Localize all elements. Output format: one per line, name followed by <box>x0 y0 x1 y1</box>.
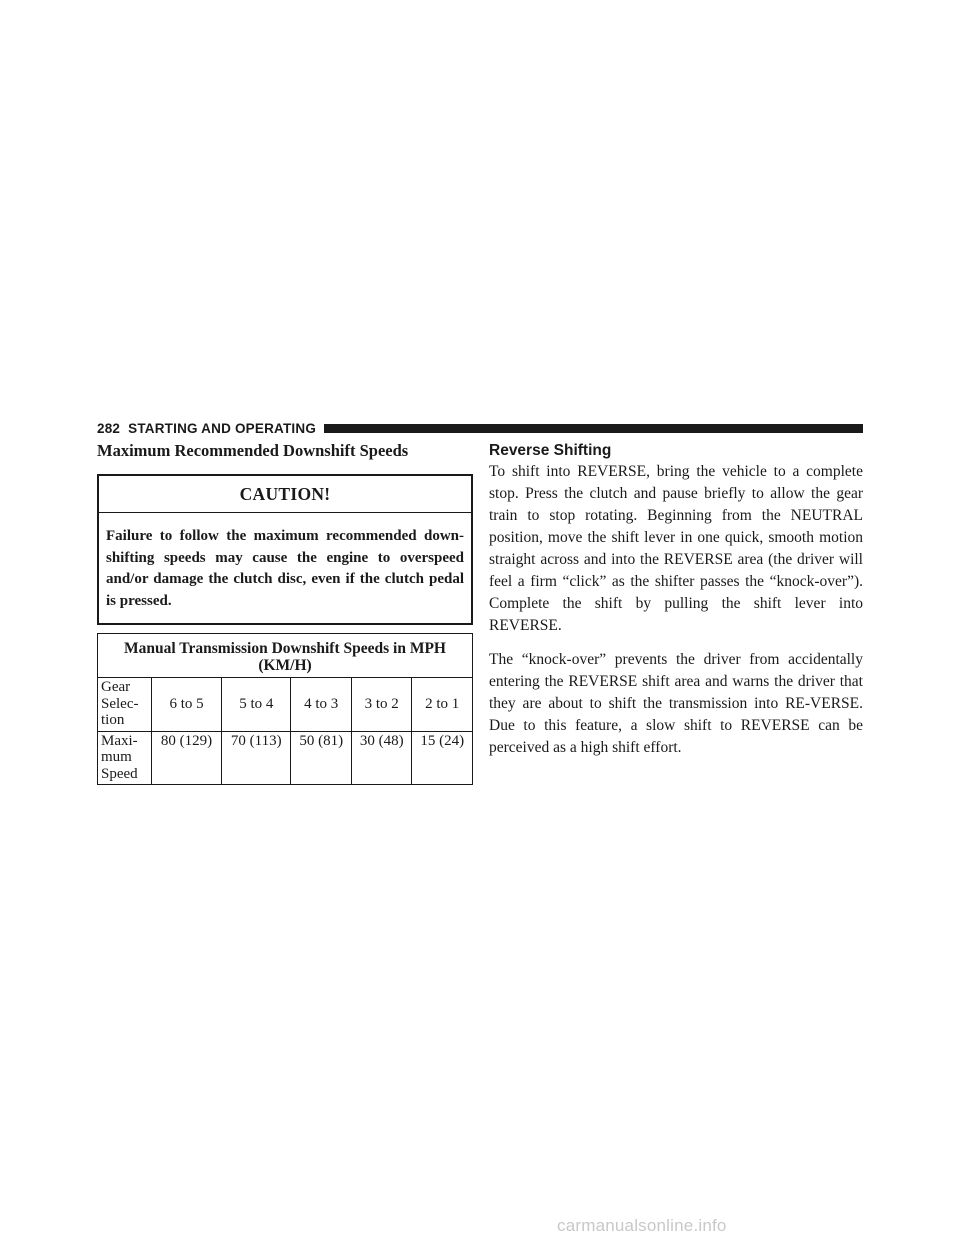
page-header <box>97 418 863 438</box>
table-cell: 6 to 5 <box>152 678 222 732</box>
table-cell: 3 to 2 <box>351 678 412 732</box>
table-cell: 80 (129) <box>152 731 222 785</box>
row-label-gear-selection: Gear Selec-tion <box>98 678 152 732</box>
left-column <box>97 440 473 785</box>
page-number: 282 <box>97 420 121 436</box>
caution-title: CAUTION! <box>99 476 471 513</box>
table-cell: 4 to 3 <box>291 678 352 732</box>
table-cell: 70 (113) <box>222 731 291 785</box>
right-column <box>489 440 863 771</box>
paragraph: The “knock-over” prevents the driver from accidentally entering the REVERSE shift area and warns the driver that they are about to shift the transmission into RE-VERSE. Due to this feature, a slow shift to REVERSE can be perceived as a high shift effort. <box>489 651 863 756</box>
header-rule <box>324 424 863 433</box>
paragraph: To shift into REVERSE, bring the vehicle to a complete stop. Press the clutch and pause briefly to allow the gear train to stop rotating. Beginning from the NEUTRAL position, move the shift lever in one quick, smooth motion straight across and into the REVERSE area (the driver will feel a firm “click” as the shifter passes the “knock-over”). Complete the shift by pulling the shift lever into REVERSE. <box>489 463 863 634</box>
table-cell: 30 (48) <box>351 731 412 785</box>
section-name: STARTING AND OPERATING <box>128 420 317 436</box>
watermark: carmanualsonline.info <box>557 1216 727 1235</box>
downshift-heading: Maximum Recommended Downshift Speeds <box>97 441 409 460</box>
table-cell: 15 (24) <box>412 731 473 785</box>
table-row <box>98 678 473 732</box>
caution-text: Failure to follow the maximum recommended down-shifting speeds may cause the engine to overspeed and/or damage the clutch disc, even if the clutch pedal is pressed. <box>106 528 464 609</box>
row-label-maximum-speed: Maxi-mum Speed <box>98 731 152 785</box>
downshift-table <box>97 633 473 785</box>
table-title: Manual Transmission Downshift Speeds in MPH (KM/H) <box>98 634 473 678</box>
table-row <box>98 731 473 785</box>
table-cell: 5 to 4 <box>222 678 291 732</box>
caution-box <box>97 474 473 625</box>
reverse-shifting-heading: Reverse Shifting <box>489 442 612 459</box>
table-cell: 50 (81) <box>291 731 352 785</box>
table-cell: 2 to 1 <box>412 678 473 732</box>
